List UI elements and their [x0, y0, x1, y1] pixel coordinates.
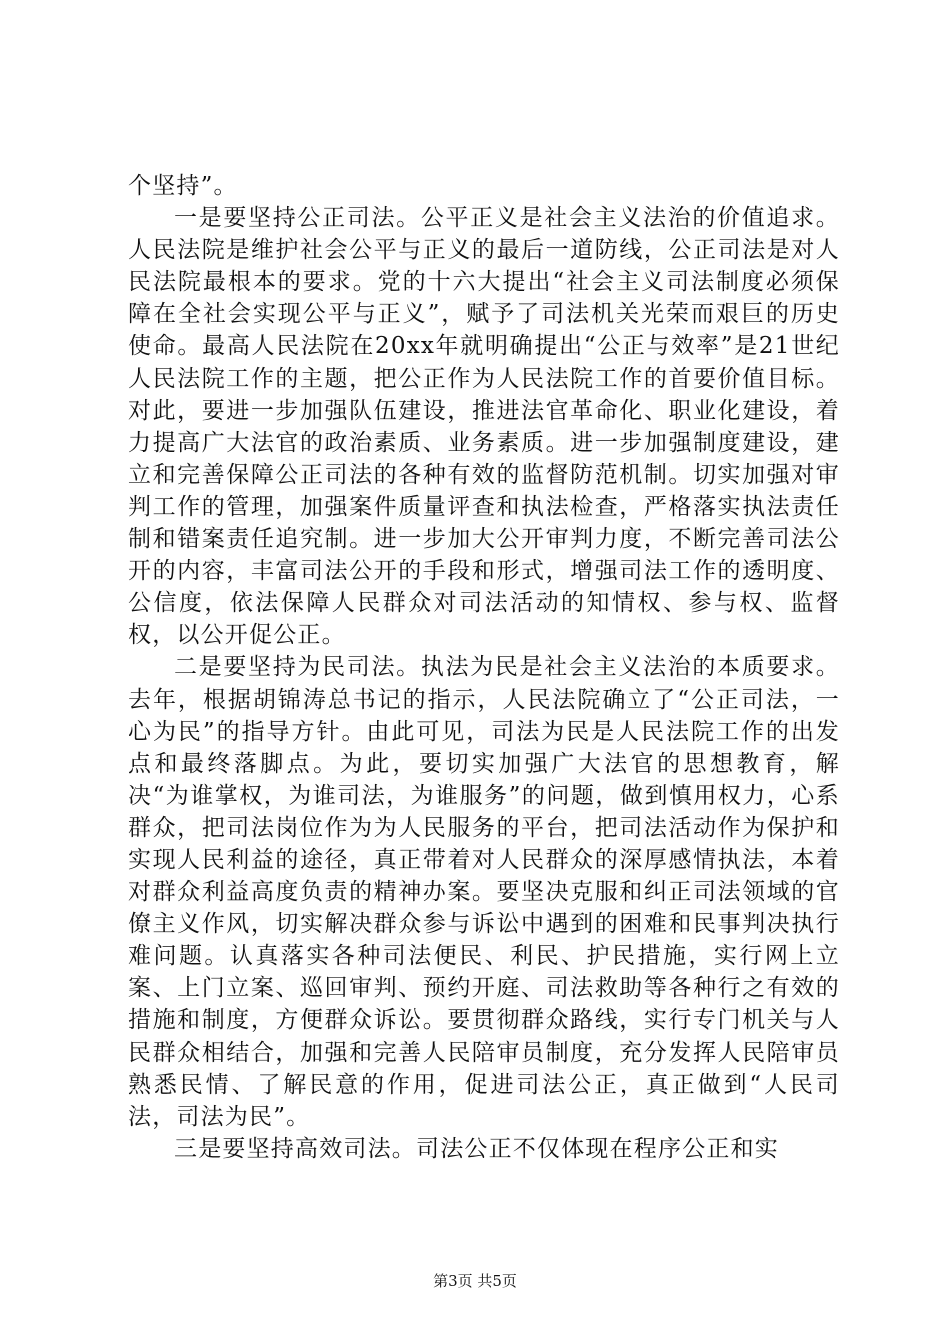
paragraph-continuation: 个坚持”。 [128, 173, 238, 199]
paragraph-fair-justice: 一是要坚持公正司法。公平正义是社会主义法治的价值追求。人民法院是维护社会公平与正义的最后一道防线，公正司法是对人民法院最根本的要求。党的十六大提出“社会主义司法制度必须保障在全社会实现公平与正义”，赋予了司法机关光荣而艰巨的历史使命。最高人民法院在20xx年就明确提出“公正与效率”是21世纪人民法院工作的主题，把公正作为人民法院工作的首要价值目标。对此，要进一步加强队伍建设，推进法官革命化、职业化建设，着力提高广大法官的政治素质、业务素质。进一步加强制度建设，建立和完善保障公正司法的各种有效的监督防范机制。切实加强对审判工作的管理，加强案件质量评查和执法检查，严格落实执法责任制和错案责任追究制。进一步加大公开审判力度，不断完善司法公开的内容，丰富司法公开的手段和形式，增强司法工作的透明度、公信度，依法保障人民群众对司法活动的知情权、参与权、监督权，以公开促公正。 [128, 205, 840, 649]
paragraph-efficient-justice: 三是要坚持高效司法。司法公正不仅体现在程序公正和实 [174, 1135, 779, 1162]
document-body [128, 170, 840, 1165]
page-footer: 第3页 共5页 [433, 1272, 517, 1290]
paragraph-justice-for-people: 二是要坚持为民司法。执法为民是社会主义法治的本质要求。去年，根据胡锦涛总书记的指示，人民法院确立了“公正司法，一心为民”的指导方针。由此可见，司法为民是人民法院工作的出发点和最终落脚点。为此，要切实加强广大法官的思想教育，解决“为谁掌权，为谁司法，为谁服务”的问题，做到慎用权力，心系群众，把司法岗位作为为人民服务的平台，把司法活动作为保护和实现人民利益的途径，真正带着对人民群众的深厚感情执法，本着对群众利益高度负责的精神办案。要坚决克服和纠正司法领域的官僚主义作风，切实解决群众参与诉讼中遇到的困难和民事判决执行难问题。认真落实各种司法便民、利民、护民措施，实行网上立案、上门立案、巡回审判、预约开庭、司法救助等各种行之有效的措施和制度，方便群众诉讼。要贯彻群众路线，实行专门机关与人民群众相结合，加强和完善人民陪审员制度，充分发挥人民陪审员熟悉民情、了解民意的作用，促进司法公正，真正做到“人民司法，司法为民”。 [128, 654, 840, 1130]
